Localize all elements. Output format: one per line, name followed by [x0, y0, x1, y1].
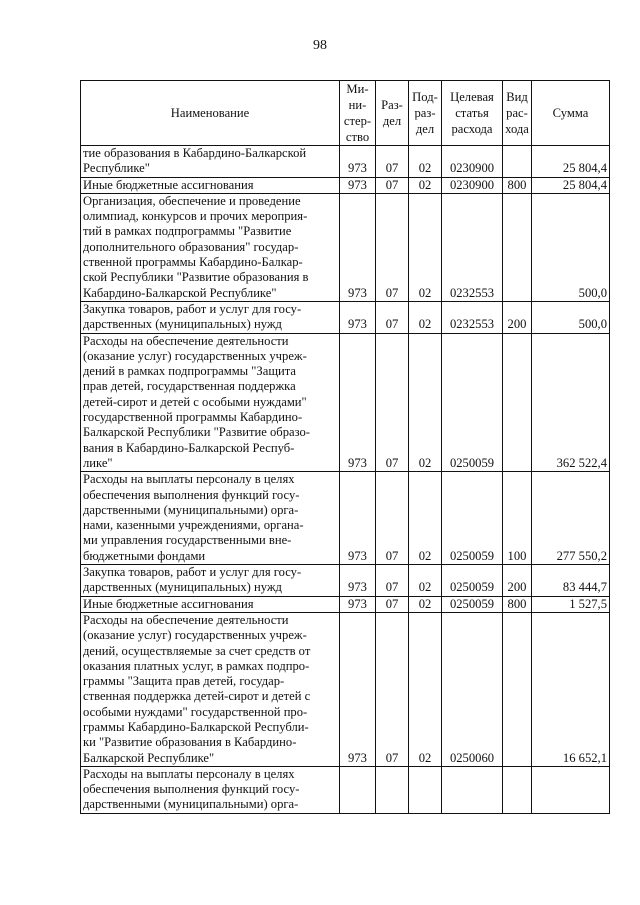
cell-amount: 362 522,4	[532, 333, 610, 472]
name-line: прав детей, государственная поддержка	[83, 379, 296, 394]
name-line: дарственными (муниципальными) орга-	[83, 502, 299, 517]
cell-name	[81, 565, 340, 597]
header-line: ство	[345, 130, 370, 144]
cell-ministry: 973	[340, 612, 376, 766]
cell-ministry: 973	[340, 146, 376, 178]
cell-name	[81, 596, 340, 612]
cell-ministry: 973	[340, 596, 376, 612]
cell-type: 200	[503, 565, 532, 597]
name-line: особыми нуждами" государственной про-	[83, 704, 308, 719]
cell-subsection: 02	[409, 301, 442, 333]
cell-amount: 500,0	[532, 193, 610, 301]
name-line: бюджетными фондами	[83, 548, 206, 563]
cell-article: 0250059	[442, 596, 503, 612]
cell-name	[81, 333, 340, 472]
table-row	[81, 146, 610, 178]
name-line: ми управления государственными вне-	[83, 533, 292, 548]
name-line: Кабардино-Балкарской Республике"	[83, 285, 277, 300]
cell-subsection	[409, 766, 442, 813]
header-line: стер-	[343, 114, 372, 128]
cell-section: 07	[376, 301, 409, 333]
cell-section	[376, 766, 409, 813]
cell-article: 0232553	[442, 193, 503, 301]
header-line: Раз-	[381, 98, 403, 112]
name-line: государственной программы Кабардино-	[83, 410, 303, 425]
cell-article: 0250060	[442, 612, 503, 766]
cell-name	[81, 612, 340, 766]
cell-type: 200	[503, 301, 532, 333]
cell-ministry: 973	[340, 177, 376, 193]
name-line: тий в рамках подпрограммы "Развитие	[83, 224, 292, 239]
name-line: Закупка товаров, работ и услуг для госу-	[83, 301, 302, 316]
header-line: Под-	[412, 90, 438, 104]
name-line: лике"	[83, 455, 113, 470]
cell-section: 07	[376, 596, 409, 612]
header-line: раз-	[414, 106, 436, 120]
header-amount	[532, 81, 610, 146]
cell-amount: 16 652,1	[532, 612, 610, 766]
cell-amount: 25 804,4	[532, 146, 610, 178]
cell-section: 07	[376, 177, 409, 193]
header-line: рас-	[506, 106, 528, 120]
name-line: Балкарской Республики "Развитие образо-	[83, 425, 310, 440]
cell-amount	[532, 766, 610, 813]
budget-table	[80, 80, 610, 814]
name-line: Расходы на обеспечение деятельности	[83, 333, 289, 348]
header-line: дел	[415, 122, 435, 136]
name-line: граммы "Защита прав детей, государ-	[83, 674, 285, 689]
cell-subsection: 02	[409, 146, 442, 178]
cell-subsection: 02	[409, 193, 442, 301]
name-line: Расходы на выплаты персоналу в целях	[83, 472, 295, 487]
header-line: ни-	[348, 98, 367, 112]
page-number: 98	[313, 38, 327, 53]
name-line: дополнительного образования" государ-	[83, 239, 299, 254]
name-line: Иные бюджетные ассигнования	[83, 177, 254, 192]
cell-subsection: 02	[409, 596, 442, 612]
name-line: ки "Развитие образования в Кабардино-	[83, 735, 297, 750]
cell-type	[503, 146, 532, 178]
table-row	[81, 177, 610, 193]
header-line: дел	[382, 114, 402, 128]
name-line: Балкарской Республике"	[83, 750, 215, 765]
header-ministry	[340, 81, 376, 146]
cell-article: 0250059	[442, 333, 503, 472]
cell-name	[81, 472, 340, 565]
name-line: Иные бюджетные ассигнования	[83, 596, 254, 611]
cell-section: 07	[376, 472, 409, 565]
cell-type	[503, 193, 532, 301]
name-line: Расходы на обеспечение деятельности	[83, 612, 289, 627]
table-row	[81, 596, 610, 612]
cell-section: 07	[376, 333, 409, 472]
cell-type: 800	[503, 596, 532, 612]
header-line: Ми-	[346, 82, 369, 96]
cell-amount: 83 444,7	[532, 565, 610, 597]
name-line: (оказание услуг) государственных учреж-	[83, 348, 307, 363]
name-line: обеспечения выполнения функций госу-	[83, 782, 300, 797]
cell-name	[81, 146, 340, 178]
cell-ministry: 973	[340, 301, 376, 333]
name-line: дарственных (муниципальных) нужд	[83, 580, 282, 595]
cell-ministry: 973	[340, 565, 376, 597]
cell-ministry: 973	[340, 193, 376, 301]
name-line: (оказание услуг) государственных учреж-	[83, 628, 307, 643]
name-line: Закупка товаров, работ и услуг для госу-	[83, 565, 302, 580]
cell-subsection: 02	[409, 177, 442, 193]
cell-subsection: 02	[409, 472, 442, 565]
header-line: хода	[505, 122, 529, 136]
cell-section: 07	[376, 146, 409, 178]
name-line: детей-сирот и детей с особыми нуждами"	[83, 394, 307, 409]
header-article	[442, 81, 503, 146]
cell-article: 0250059	[442, 472, 503, 565]
name-line: оказания платных услуг, в рамках подпро-	[83, 658, 310, 673]
name-line: нами, казенными учреждениями, органа-	[83, 518, 304, 533]
name-line: дарственных (муниципальных) нужд	[83, 317, 282, 332]
header-subsection	[409, 81, 442, 146]
cell-type	[503, 612, 532, 766]
name-line: дений в рамках подпрограммы "Защита	[83, 364, 297, 379]
table-header	[81, 81, 610, 146]
name-line: тие образования в Кабардино-Балкарской	[83, 146, 307, 160]
table-body	[81, 146, 610, 814]
table-row	[81, 472, 610, 565]
name-line: дений, осуществляемые за счет средств от	[83, 643, 311, 658]
cell-type: 100	[503, 472, 532, 565]
cell-name	[81, 766, 340, 813]
name-line: ственная поддержка детей-сирот и детей с	[83, 689, 311, 704]
table-row	[81, 333, 610, 472]
header-line: Наименование	[170, 106, 250, 120]
cell-name	[81, 177, 340, 193]
cell-ministry	[340, 766, 376, 813]
header-line: статья	[455, 106, 489, 120]
cell-article: 0230900	[442, 146, 503, 178]
cell-section: 07	[376, 565, 409, 597]
name-line: граммы Кабардино-Балкарской Республи-	[83, 719, 309, 734]
name-line: ственной программы Кабардино-Балкар-	[83, 255, 303, 270]
cell-article: 0232553	[442, 301, 503, 333]
table-row	[81, 301, 610, 333]
header-row	[81, 81, 610, 146]
name-line: Республике"	[83, 161, 150, 176]
cell-type: 800	[503, 177, 532, 193]
name-line: ской Республики "Развитие образования в	[83, 270, 309, 285]
cell-name	[81, 301, 340, 333]
cell-article: 0250059	[442, 565, 503, 597]
header-line: Вид	[506, 90, 528, 104]
header-line: Целевая	[450, 90, 494, 104]
name-line: олимпиад, конкурсов и прочих мероприя-	[83, 209, 308, 224]
cell-section: 07	[376, 193, 409, 301]
table-row	[81, 766, 610, 813]
cell-amount: 1 527,5	[532, 596, 610, 612]
cell-amount: 25 804,4	[532, 177, 610, 193]
table-row	[81, 612, 610, 766]
name-line: вания в Кабардино-Балкарской Респуб-	[83, 440, 295, 455]
name-line: обеспечения выполнения функций госу-	[83, 487, 300, 502]
cell-amount: 277 550,2	[532, 472, 610, 565]
table-row	[81, 565, 610, 597]
header-line: расхода	[451, 122, 493, 136]
cell-name	[81, 193, 340, 301]
header-line: Сумма	[552, 106, 589, 120]
name-line: Расходы на выплаты персоналу в целях	[83, 766, 295, 781]
cell-article: 0230900	[442, 177, 503, 193]
cell-article	[442, 766, 503, 813]
name-line: дарственными (муниципальными) орга-	[83, 797, 299, 812]
header-type	[503, 81, 532, 146]
cell-amount: 500,0	[532, 301, 610, 333]
cell-ministry: 973	[340, 472, 376, 565]
cell-subsection: 02	[409, 612, 442, 766]
cell-subsection: 02	[409, 333, 442, 472]
cell-subsection: 02	[409, 565, 442, 597]
cell-type	[503, 333, 532, 472]
cell-type	[503, 766, 532, 813]
name-line: Организация, обеспечение и проведение	[83, 193, 301, 208]
header-section	[376, 81, 409, 146]
header-name	[81, 81, 340, 146]
cell-section: 07	[376, 612, 409, 766]
table-row	[81, 193, 610, 301]
cell-ministry: 973	[340, 333, 376, 472]
